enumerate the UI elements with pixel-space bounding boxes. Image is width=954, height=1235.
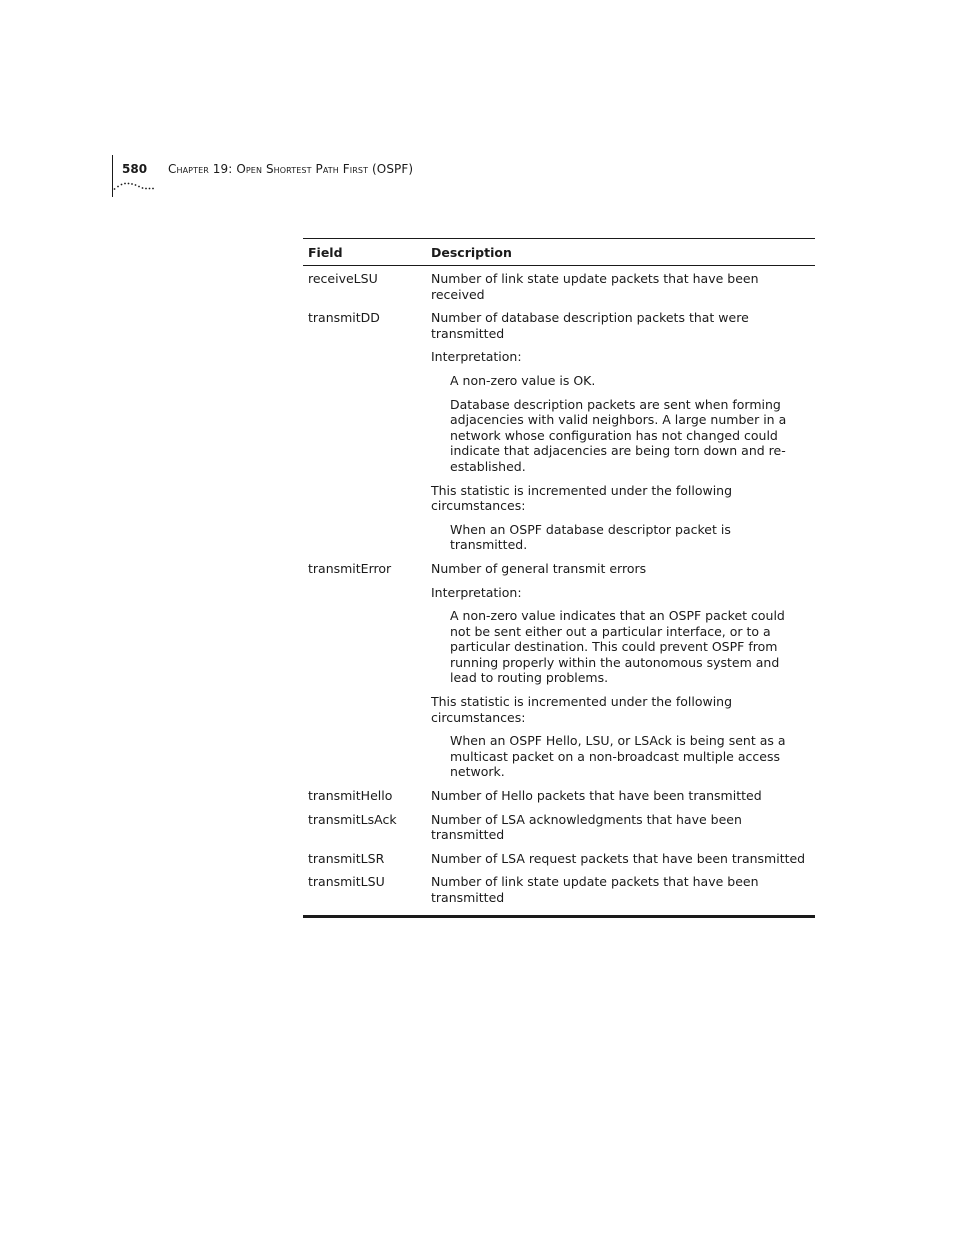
table-row	[303, 784, 815, 808]
table-row	[303, 267, 815, 306]
field-name: receiveLSU	[308, 271, 378, 286]
field-description	[431, 847, 815, 871]
field-description	[431, 784, 815, 808]
field-description	[431, 306, 815, 557]
column-header-description: Description	[431, 244, 512, 260]
field-description	[431, 870, 815, 909]
table-row	[303, 847, 815, 871]
table-row	[303, 306, 815, 557]
table-row	[303, 557, 815, 784]
column-header-field: Field	[308, 244, 343, 260]
description-text: Number of LSA request packets that have been transmitted	[431, 850, 806, 866]
table-body	[303, 266, 815, 915]
field-name: transmitDD	[308, 310, 380, 326]
field-name: transmitLSU	[308, 874, 385, 890]
description-text: Number of LSA acknowledgments that have been transmitted	[431, 811, 742, 843]
description-note: When an OSPF database descriptor packet is transmitted.	[450, 521, 731, 553]
description-text: This statistic is incremented under the following circumstances:	[431, 482, 733, 514]
description-text: Number of database description packets that were transmitted	[431, 310, 749, 341]
description-note: A non-zero value indicates that an OSPF packet could not be sent either out a particular interface, or to a particular destination. This could prevent OSPF from running properly within the autonomous system and lead to routing problems.	[450, 608, 785, 686]
chapter-title: Chapter 19: Open Shortest Path First (OSPF)	[168, 162, 414, 176]
field-name: transmitLsAck	[308, 811, 397, 827]
field-name: transmitError	[308, 560, 392, 576]
table-row	[303, 870, 815, 909]
page-number: 580	[122, 162, 148, 176]
field-description	[431, 557, 815, 784]
description-text: Number of link state update packets that have been received	[431, 271, 759, 302]
description-note: A non-zero value is OK.	[450, 372, 596, 388]
description-text: Number of link state update packets that have been transmitted	[431, 874, 759, 905]
field-name: transmitHello	[308, 788, 393, 804]
description-text: Interpretation:	[431, 584, 522, 600]
table-header-row	[303, 239, 815, 266]
field-description	[431, 267, 815, 306]
description-note: When an OSPF Hello, LSU, or LSAck is being sent as a multicast packet on a non-broadcast multiple access network.	[450, 733, 786, 780]
description-note: Database description packets are sent when forming adjacencies with valid neighbors. A large number in a network whose configuration has not changed could indicate that adjacencies are being torn down and re-established.	[450, 396, 787, 474]
field-description	[431, 808, 815, 847]
description-text: This statistic is incremented under the following circumstances:	[431, 694, 733, 725]
description-text: Interpretation:	[431, 349, 522, 365]
header-dot-decoration	[113, 178, 157, 192]
table-row	[303, 808, 815, 847]
description-text: Number of general transmit errors	[431, 560, 647, 576]
description-text: Number of Hello packets that have been transmitted	[431, 788, 762, 804]
field-name: transmitLSR	[308, 850, 385, 866]
field-description-table	[303, 238, 815, 918]
